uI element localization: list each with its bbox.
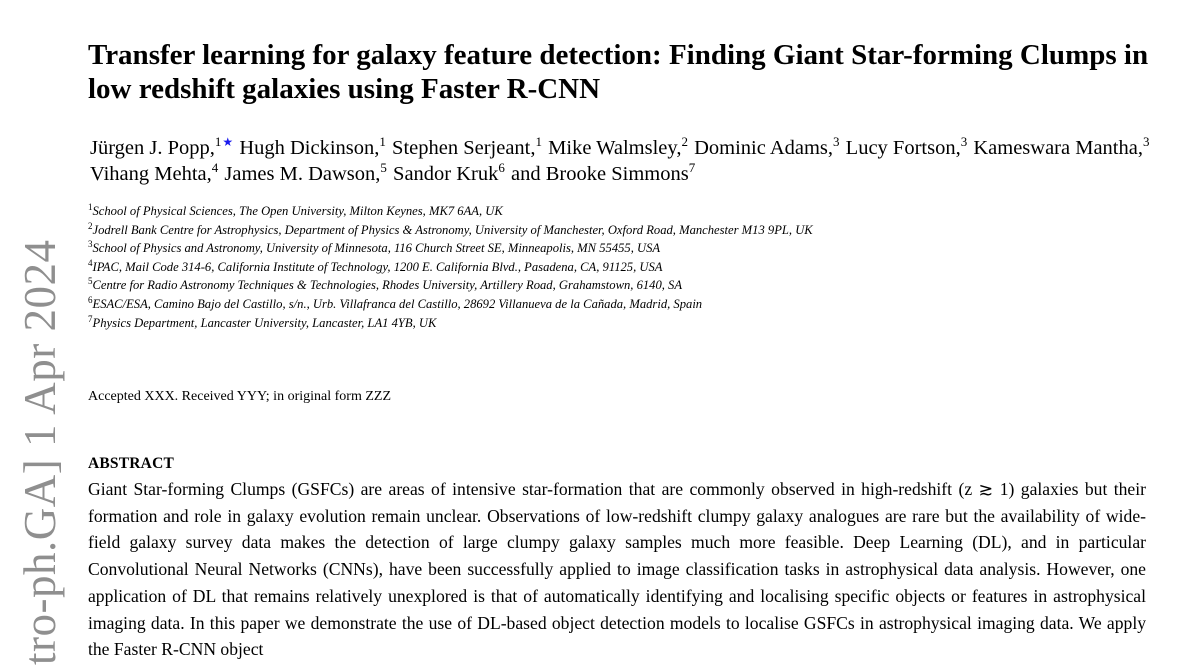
accepted-received-line: Accepted XXX. Received YYY; in original form ZZZ — [88, 389, 391, 404]
author-name — [694, 136, 839, 162]
affiliation-text: ESAC/ESA, Camino Bajo del Castillo, s/n., Urb. Villafranca del Castillo, 28692 Villanueva de la Cañada, Madrid, Spain — [92, 296, 703, 311]
author-name-text: Mike Walmsley, — [548, 137, 682, 159]
author-affiliation-superscript: 1 — [214, 134, 222, 150]
author-affiliation-superscript: 4 — [211, 159, 219, 175]
arxiv-sidebar-stamp: tro-ph.GA] 1 Apr 2024 — [15, 239, 65, 665]
affiliation-line — [88, 276, 1163, 295]
affiliation-number: 6 — [88, 294, 93, 305]
affiliation-number: 2 — [88, 220, 93, 231]
affiliation-text: Jodrell Bank Centre for Astrophysics, Department of Physics & Astronomy, University of Manchester, Oxford Road, Manchester M13 9PL, UK — [92, 222, 813, 237]
affiliation-text: School of Physical Sciences, The Open University, Milton Keynes, MK7 6AA, UK — [92, 204, 503, 218]
author-name-text: Lucy Fortson, — [845, 137, 961, 159]
affiliation-line — [88, 221, 1163, 240]
author-affiliation-superscript: 5 — [380, 159, 387, 175]
affiliation-line — [88, 258, 1163, 277]
affiliation-number: 3 — [88, 239, 93, 249]
author-name — [548, 136, 688, 162]
affiliation-list — [88, 202, 1163, 332]
author-name — [90, 159, 219, 188]
author-name — [224, 159, 387, 188]
author-name — [393, 159, 505, 188]
author-affiliation-superscript: 2 — [681, 134, 688, 150]
affiliation-line — [88, 239, 1163, 258]
author-affiliation-superscript: 7 — [688, 159, 696, 175]
author-name — [511, 159, 696, 188]
author-name-text: Hugh Dickinson, — [239, 137, 380, 159]
author-name — [973, 136, 1149, 162]
author-name-text: Stephen Serjeant, — [392, 137, 536, 159]
affiliation-line — [88, 314, 1163, 333]
author-name — [846, 136, 968, 162]
author-name — [239, 136, 386, 162]
affiliation-text: Physics Department, Lancaster University, Lancaster, LA1 4YB, UK — [92, 315, 437, 330]
author-name-text: Sandor Kruk — [393, 162, 499, 185]
author-name — [90, 136, 233, 162]
author-list — [90, 136, 1165, 187]
paper-title: Transfer learning for galaxy feature detection: Finding Giant Star-forming Clumps in low redshift galaxies using Faster R-CNN — [88, 39, 1149, 105]
author-name-text: Vihang Mehta, — [90, 162, 212, 185]
affiliation-line — [88, 202, 1163, 221]
author-name-text: Jürgen J. Popp, — [90, 137, 215, 159]
affiliation-line — [88, 295, 1163, 314]
affiliation-text: Centre for Radio Astronomy Techniques & Technologies, Rhodes University, Artillery Road, Grahamstown, 6140, SA — [92, 278, 683, 293]
affiliation-number: 1 — [88, 201, 93, 212]
author-affiliation-superscript: 3 — [960, 134, 968, 150]
author-name-text: Dominic Adams, — [694, 137, 834, 159]
affiliation-text: IPAC, Mail Code 314-6, California Institute of Technology, 1200 E. California Blvd., Pasadena, CA, 91125, USA — [92, 259, 663, 274]
author-name-text: and Brooke Simmons — [511, 162, 689, 185]
author-affiliation-superscript: 3 — [833, 134, 840, 150]
abstract-text: Giant Star-forming Clumps (GSFCs) are areas of intensive star-formation that are commonly observed in high-redshift (z ≳ 1) galaxies but their formation and role in galaxy evolution remain unclear. Observations of low-redshift clumpy galaxy analogues are rare but the availability of wide-field galaxy survey data makes the detection of large clumpy galaxy samples much more feasible. Deep Learning (DL), and in particular Convolutional Neural Networks (CNNs), have been successfully applied to image classification tasks in astrophysical data analysis. However, one application of DL that remains relatively unexplored is that of automatically identifying and localising specific objects or features in astrophysical imaging data. In this paper we demonstrate the use of DL-based object detection models to localise GSFCs in astrophysical imaging data. We apply the Faster R-CNN object — [88, 479, 1146, 660]
author-name — [392, 136, 542, 162]
author-name-text: Kameswara Mantha, — [973, 137, 1143, 159]
affiliation-number: 4 — [88, 257, 93, 268]
author-affiliation-superscript: 6 — [498, 159, 505, 175]
affiliation-text: School of Physics and Astronomy, University of Minnesota, 116 Church Street SE, Minneapolis, MN 55455, USA — [92, 241, 661, 256]
affiliation-number: 7 — [88, 313, 93, 324]
corresponding-author-star-icon: ★ — [222, 135, 234, 150]
author-affiliation-superscript: 1 — [535, 134, 543, 150]
affiliation-number: 5 — [88, 276, 93, 287]
author-name-text: James M. Dawson, — [224, 162, 381, 185]
author-affiliation-superscript: 1 — [379, 134, 386, 150]
author-affiliation-superscript: 3 — [1142, 134, 1150, 150]
abstract-heading: ABSTRACT — [88, 455, 175, 472]
